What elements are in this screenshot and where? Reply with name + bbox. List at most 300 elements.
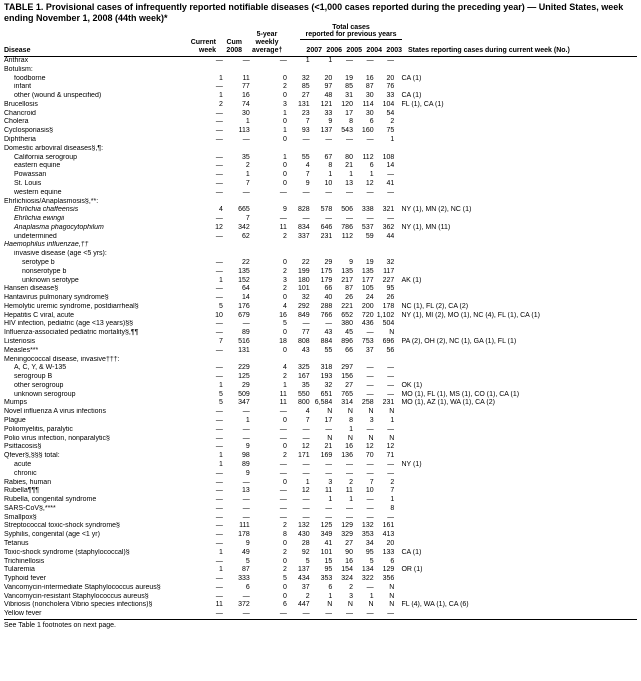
table-row xyxy=(4,241,637,250)
value-cell: 85 xyxy=(301,83,310,91)
spacer-cell xyxy=(394,496,401,505)
value-cell: 125 xyxy=(238,373,250,381)
states-cell xyxy=(401,522,637,531)
value-cell: 120 xyxy=(341,100,353,108)
value-cell: 1 xyxy=(328,171,333,179)
value-cell: N xyxy=(389,434,395,442)
table-row xyxy=(4,408,637,417)
value-cell: — xyxy=(387,57,395,64)
value-cell: 26 xyxy=(345,294,353,302)
value-cell xyxy=(196,145,223,154)
table-row xyxy=(4,426,637,435)
value-cell xyxy=(250,241,287,250)
value-cell: 1 xyxy=(369,592,374,600)
table-row xyxy=(4,558,637,567)
value-cell: 1 xyxy=(219,276,223,284)
value-cell: 333 xyxy=(238,575,250,583)
states-cell xyxy=(401,215,637,224)
states-cell: NY (1) xyxy=(401,460,422,468)
value-cell: 9 xyxy=(283,206,287,214)
table-row xyxy=(4,294,637,303)
value-cell: 7 xyxy=(305,417,310,425)
value-cell: 353 xyxy=(361,531,374,539)
value-cell: 800 xyxy=(297,399,310,407)
value-cell: 5 xyxy=(283,320,287,328)
spacer-cell xyxy=(394,57,401,66)
value-cell: 808 xyxy=(297,338,310,345)
value-cell: 6 xyxy=(328,583,333,591)
disease-name: Polio virus infection, nonparalytic§ xyxy=(4,434,110,442)
disease-name: Haemophilus influenzae,†† xyxy=(4,241,89,249)
value-cell: 1 xyxy=(349,496,353,504)
value-cell: 504 xyxy=(382,320,395,328)
value-cell: 6 xyxy=(283,601,287,609)
value-cell: 342 xyxy=(238,223,250,231)
value-cell xyxy=(310,356,333,365)
value-cell: 372 xyxy=(238,601,250,609)
table-row xyxy=(4,575,637,584)
disease-name: Hansen disease§ xyxy=(4,285,59,293)
value-cell: — xyxy=(387,188,395,196)
value-cell: — xyxy=(215,162,223,170)
value-cell: 129 xyxy=(382,566,395,574)
value-cell: 131 xyxy=(238,346,250,354)
states-cell xyxy=(401,426,637,435)
value-cell: 80 xyxy=(345,153,353,161)
disease-name: unknown serogroup xyxy=(14,390,76,398)
value-cell: 64 xyxy=(241,285,250,293)
value-cell: — xyxy=(302,188,310,196)
value-cell: 227 xyxy=(382,276,395,284)
value-cell: 2 xyxy=(390,118,395,126)
value-cell: — xyxy=(302,513,310,521)
disease-name: Plague xyxy=(4,417,26,425)
value-cell: 5 xyxy=(219,390,223,398)
spacer-cell xyxy=(394,110,401,119)
table-row xyxy=(4,57,637,66)
disease-name: Psittacosis§ xyxy=(4,443,42,451)
spacer-cell xyxy=(394,233,401,242)
table-row xyxy=(4,487,637,496)
spacer-cell xyxy=(394,312,401,321)
table-row xyxy=(4,461,637,470)
value-cell: 1 xyxy=(349,425,353,433)
spacer-cell xyxy=(394,610,401,619)
states-cell xyxy=(401,487,637,496)
states-cell: NC (1), FL (2), CA (2) xyxy=(401,302,469,310)
value-cell xyxy=(353,356,374,365)
value-cell: — xyxy=(345,513,353,521)
states-cell xyxy=(401,154,637,163)
states-cell xyxy=(401,198,637,207)
value-cell: 8 xyxy=(349,417,353,425)
value-cell: 2 xyxy=(283,452,287,460)
states-cell xyxy=(401,189,637,198)
value-cell: 0 xyxy=(283,329,287,337)
value-cell: — xyxy=(279,188,287,196)
value-cell: 135 xyxy=(361,267,374,275)
disease-name: Measles*** xyxy=(4,346,39,354)
value-cell: 98 xyxy=(241,452,250,460)
value-cell xyxy=(332,356,353,365)
disease-name: Cholera xyxy=(4,118,29,126)
value-cell: 200 xyxy=(361,302,374,310)
value-cell: — xyxy=(366,496,374,504)
value-cell: 133 xyxy=(382,548,395,556)
value-cell: 297 xyxy=(341,364,353,372)
value-cell: 175 xyxy=(320,267,333,275)
value-cell: — xyxy=(387,215,395,223)
value-cell: — xyxy=(242,610,250,618)
spacer-cell xyxy=(394,601,401,610)
disease-name: serotype b xyxy=(22,258,55,266)
value-cell: 2 xyxy=(349,583,353,591)
value-cell: 651 xyxy=(320,390,333,398)
value-cell xyxy=(310,250,333,259)
disease-name: Brucellosis xyxy=(4,100,38,108)
value-cell: — xyxy=(387,381,395,389)
spacer-cell xyxy=(394,180,401,189)
value-cell: — xyxy=(215,153,223,161)
value-cell: — xyxy=(366,364,374,372)
value-cell: 4 xyxy=(305,162,310,170)
value-cell: — xyxy=(279,469,287,477)
value-cell: N xyxy=(347,434,353,442)
table-row xyxy=(4,154,637,163)
value-cell: 30 xyxy=(241,109,250,117)
value-cell: 5 xyxy=(369,557,374,565)
value-cell: 95 xyxy=(365,548,374,556)
value-cell xyxy=(250,356,287,365)
value-cell: — xyxy=(215,469,223,477)
value-cell: — xyxy=(387,364,395,372)
value-cell: 231 xyxy=(320,232,333,240)
spacer-cell xyxy=(394,593,401,602)
value-cell: 828 xyxy=(297,206,310,214)
value-cell: 85 xyxy=(345,83,353,91)
disease-name: Meningococcal disease, invasive†††: xyxy=(4,355,120,363)
value-cell: 322 xyxy=(361,575,374,583)
value-cell: 177 xyxy=(361,276,374,284)
states-cell xyxy=(401,136,637,145)
value-cell: 17 xyxy=(345,109,353,117)
states-cell xyxy=(401,496,637,505)
value-cell: 20 xyxy=(324,74,333,82)
value-cell: 34 xyxy=(365,539,374,547)
value-cell: 1 xyxy=(219,74,223,82)
disease-name: HIV infection, pediatric (age <13 years)§§ xyxy=(4,320,133,328)
value-cell: 7 xyxy=(305,171,310,179)
disease-name: foodborne xyxy=(14,74,46,82)
value-cell: 93 xyxy=(301,127,310,135)
value-cell: 117 xyxy=(383,267,395,275)
value-cell xyxy=(223,145,250,154)
table-row xyxy=(4,198,637,207)
value-cell: — xyxy=(279,434,287,442)
value-cell: 766 xyxy=(320,311,333,319)
value-cell: — xyxy=(215,188,223,196)
table-row xyxy=(4,329,637,338)
spacer-cell xyxy=(394,584,401,593)
spacer-cell xyxy=(394,575,401,584)
value-cell xyxy=(374,356,395,365)
value-cell: 1 xyxy=(219,381,223,389)
value-cell: 28 xyxy=(301,539,310,547)
value-cell: 129 xyxy=(341,522,353,530)
value-cell xyxy=(287,241,310,250)
value-cell: 8 xyxy=(390,504,395,512)
value-cell: — xyxy=(387,610,395,618)
table-row xyxy=(4,162,637,171)
header-year-2003: 2003 xyxy=(386,47,402,54)
value-cell: 0 xyxy=(283,74,287,82)
states-cell xyxy=(401,575,637,584)
spacer-cell xyxy=(394,461,401,470)
spacer-cell xyxy=(394,364,401,373)
disease-name: SARS-CoV§,**** xyxy=(4,504,56,512)
disease-name: Rabies, human xyxy=(4,478,52,486)
value-cell: 22 xyxy=(301,258,310,266)
value-cell: — xyxy=(345,610,353,618)
states-cell: OR (1) xyxy=(401,566,423,574)
value-cell: 114 xyxy=(362,100,374,108)
value-cell: 32 xyxy=(386,258,395,266)
spacer-cell xyxy=(394,417,401,426)
value-cell: 3 xyxy=(328,478,333,486)
spacer-cell xyxy=(394,347,401,356)
header-cum-2: 2008 xyxy=(226,47,242,54)
value-cell: 324 xyxy=(341,575,353,583)
value-cell: 32 xyxy=(301,294,310,302)
value-cell: 16 xyxy=(365,74,374,82)
total-cases-rule xyxy=(300,39,402,40)
value-cell: 1 xyxy=(245,171,250,179)
states-cell xyxy=(401,584,637,593)
value-cell: 362 xyxy=(382,223,395,231)
states-cell xyxy=(401,180,637,189)
value-cell: — xyxy=(366,373,374,381)
spacer-cell xyxy=(394,356,401,365)
spacer-cell xyxy=(394,277,401,286)
disease-name: Botulism: xyxy=(4,65,33,73)
value-cell: 6,584 xyxy=(314,399,333,407)
value-cell: 77 xyxy=(241,83,250,91)
value-cell: — xyxy=(215,346,223,354)
value-cell: 834 xyxy=(297,223,310,231)
spacer-cell xyxy=(394,224,401,233)
value-cell: — xyxy=(242,408,250,416)
disease-name: Novel influenza A virus infections xyxy=(4,408,106,416)
table-container xyxy=(4,0,637,630)
value-cell: 27 xyxy=(345,539,353,547)
value-cell: 87 xyxy=(365,83,374,91)
spacer-cell xyxy=(394,443,401,452)
disease-name: Rubella, congenital syndrome xyxy=(4,496,97,504)
table-row xyxy=(4,505,637,514)
value-cell: 221 xyxy=(341,302,353,310)
states-cell xyxy=(401,294,637,303)
value-cell: — xyxy=(215,83,223,91)
table-row xyxy=(4,320,637,329)
value-cell: — xyxy=(242,504,250,512)
value-cell: 152 xyxy=(238,276,250,284)
table-row xyxy=(4,206,637,215)
value-cell: 19 xyxy=(345,74,353,82)
value-cell: 10 xyxy=(324,179,333,187)
value-cell: 37 xyxy=(301,583,310,591)
value-cell xyxy=(287,198,310,207)
disease-name: Listeriosis xyxy=(4,338,36,345)
value-cell: — xyxy=(215,118,223,126)
disease-name: Rubella¶¶¶ xyxy=(4,487,40,495)
value-cell xyxy=(250,145,287,154)
value-cell: 896 xyxy=(341,338,353,345)
value-cell: 179 xyxy=(320,276,333,284)
value-cell xyxy=(310,198,333,207)
disease-name: Tularemia xyxy=(4,566,35,574)
disease-name: Hantavirus pulmonary syndrome§ xyxy=(4,294,109,302)
value-cell: — xyxy=(242,592,250,600)
states-cell xyxy=(401,540,637,549)
value-cell: — xyxy=(242,425,250,433)
disease-name: serogroup B xyxy=(14,373,53,381)
value-cell: 9 xyxy=(305,179,310,187)
value-cell: 7 xyxy=(305,118,310,126)
value-cell: — xyxy=(387,460,395,468)
value-cell: 516 xyxy=(238,338,250,345)
value-cell: 66 xyxy=(324,285,333,293)
value-cell: — xyxy=(215,443,223,451)
disease-name: Poliomyelitis, paralytic xyxy=(4,425,73,433)
value-cell: N xyxy=(389,408,395,416)
value-cell: 578 xyxy=(320,206,333,214)
table-row xyxy=(4,110,637,119)
value-cell: 7 xyxy=(390,487,395,495)
table-row xyxy=(4,101,637,110)
value-cell: — xyxy=(215,496,223,504)
value-cell: N xyxy=(389,592,395,600)
value-cell: 12 xyxy=(215,223,223,231)
value-cell xyxy=(310,145,333,154)
spacer-cell xyxy=(394,452,401,461)
spacer-cell xyxy=(394,83,401,92)
value-cell: 413 xyxy=(382,531,395,539)
value-cell: 652 xyxy=(341,311,353,319)
value-cell: 1 xyxy=(219,92,223,100)
table-row xyxy=(4,610,637,619)
states-cell xyxy=(401,320,637,329)
value-cell: — xyxy=(215,434,223,442)
states-cell xyxy=(401,610,637,619)
value-cell: — xyxy=(279,57,287,64)
value-cell: 2 xyxy=(283,83,287,91)
value-cell: 29 xyxy=(324,258,333,266)
value-cell: — xyxy=(366,469,374,477)
value-cell: 10 xyxy=(365,487,374,495)
value-cell: — xyxy=(366,610,374,618)
value-cell xyxy=(223,250,250,259)
states-cell xyxy=(401,259,637,268)
value-cell: 1 xyxy=(219,566,223,574)
value-cell: 258 xyxy=(361,399,374,407)
value-cell: 2 xyxy=(219,100,223,108)
value-cell: — xyxy=(387,425,395,433)
value-cell: 18 xyxy=(279,338,287,345)
value-cell: 537 xyxy=(361,223,374,231)
value-cell: 1 xyxy=(328,592,333,600)
value-cell: 14 xyxy=(241,294,250,302)
value-cell: 325 xyxy=(297,364,310,372)
value-cell xyxy=(374,145,395,154)
value-cell: — xyxy=(279,460,287,468)
value-cell: 55 xyxy=(324,346,333,354)
value-cell: 4 xyxy=(283,302,287,310)
value-cell: 105 xyxy=(361,285,374,293)
value-cell: — xyxy=(215,417,223,425)
value-cell: 92 xyxy=(301,548,310,556)
value-cell: 356 xyxy=(382,575,395,583)
value-cell: 8 xyxy=(328,162,333,170)
value-cell: 9 xyxy=(328,118,333,126)
value-cell: 95 xyxy=(324,566,333,574)
value-cell: — xyxy=(279,408,287,416)
value-cell: — xyxy=(387,513,395,521)
value-cell: 12 xyxy=(301,487,310,495)
value-cell: 108 xyxy=(382,153,395,161)
spacer-cell xyxy=(394,505,401,514)
value-cell: 665 xyxy=(238,206,250,214)
value-cell: 11 xyxy=(242,74,250,82)
value-cell: — xyxy=(387,171,395,179)
value-cell: N xyxy=(347,601,353,609)
value-cell: 6 xyxy=(369,162,374,170)
disease-name: Toxic-shock syndrome (staphylococcal)§ xyxy=(4,548,130,556)
value-cell: — xyxy=(242,320,250,328)
table-row xyxy=(4,277,637,286)
value-cell: 135 xyxy=(341,267,353,275)
table-row xyxy=(4,75,637,84)
value-cell: — xyxy=(366,215,374,223)
table-row xyxy=(4,171,637,180)
value-cell: 136 xyxy=(341,452,353,460)
value-cell: 134 xyxy=(361,566,374,574)
disease-name: Vancomycin-resistant Staphylococcus aureus§ xyxy=(4,592,149,600)
value-cell: 349 xyxy=(320,531,333,539)
value-cell xyxy=(310,66,333,75)
spacer-cell xyxy=(394,66,401,75)
value-cell: 1 xyxy=(283,127,287,135)
value-cell: 347 xyxy=(238,399,250,407)
value-cell: 30 xyxy=(365,109,374,117)
value-cell: 696 xyxy=(382,338,395,345)
value-cell: 11 xyxy=(325,487,333,495)
spacer-cell xyxy=(394,241,401,250)
value-cell xyxy=(287,356,310,365)
value-cell: 9 xyxy=(245,443,250,451)
spacer-cell xyxy=(394,259,401,268)
value-cell: — xyxy=(242,57,250,64)
states-cell xyxy=(401,558,637,567)
value-cell: — xyxy=(279,513,287,521)
disease-name: Anthrax xyxy=(4,57,29,64)
value-cell: 71 xyxy=(386,452,395,460)
disease-name: Vancomycin-intermediate Staphylococcus aureus§ xyxy=(4,583,161,591)
spacer-cell xyxy=(394,320,401,329)
value-cell: 20 xyxy=(386,74,395,82)
value-cell: — xyxy=(242,136,250,144)
spacer-cell xyxy=(394,514,401,523)
value-cell: 21 xyxy=(345,162,353,170)
